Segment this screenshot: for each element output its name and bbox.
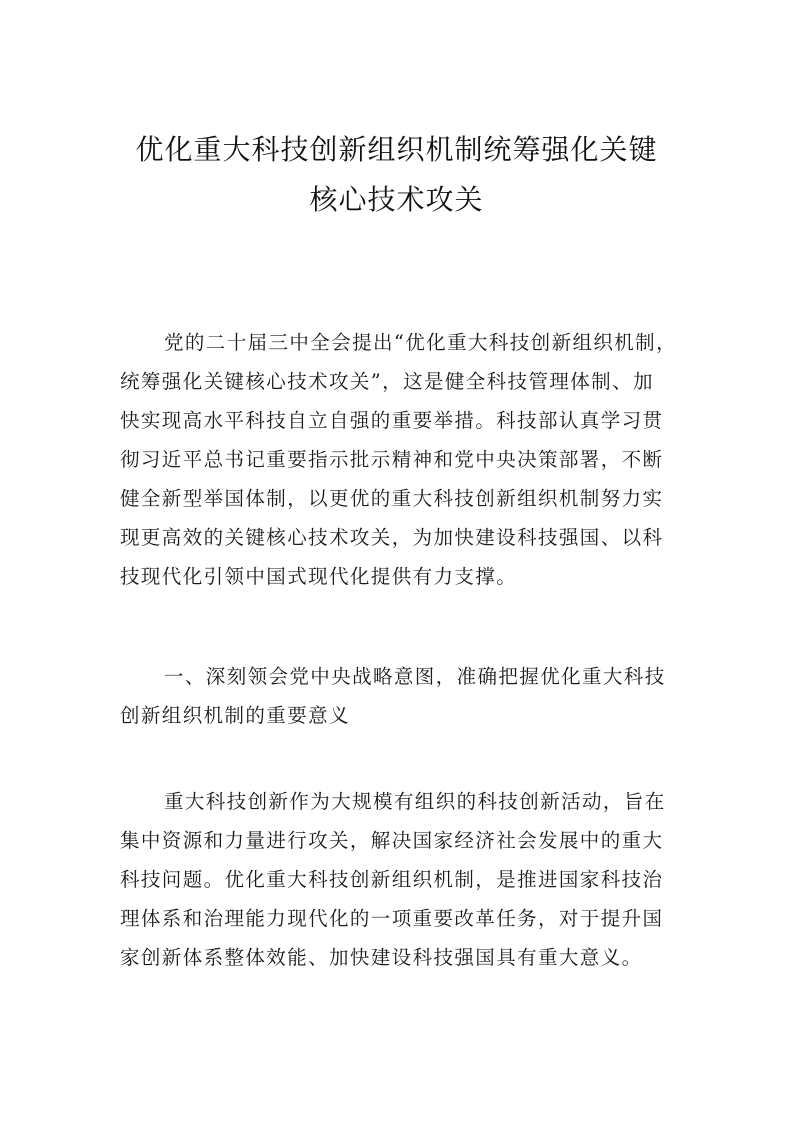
- paragraph-line: 重大科技创新作为大规模有组织的科技创新活动，旨在: [164, 790, 666, 813]
- paragraph-line: 健全新型举国体制，以更优的重大科技创新组织机制努力实: [120, 487, 664, 510]
- paragraph-line: 党的二十届三中全会提出“优化重大科技创新组织机制，: [164, 331, 677, 354]
- section-heading: [120, 657, 680, 735]
- paragraph-line: 技现代化引领中国式现代化提供有力支撑。: [120, 565, 518, 588]
- document-title-line-1: 优化重大科技创新组织机制统筹强化关键: [135, 133, 658, 166]
- document-title-line-2: 核心技术攻关: [309, 183, 484, 216]
- body-paragraph: [120, 782, 680, 977]
- paragraph-line: 统筹强化关键核心技术攻关”，这是健全科技管理体制、加: [120, 370, 654, 393]
- paragraph-line: 理体系和治理能力现代化的一项重要改革任务，对于提升国: [120, 907, 664, 930]
- paragraph-line: 彻习近平总书记重要指示批示精神和党中央决策部署，不断: [120, 448, 664, 471]
- heading-line: 创新组织机制的重要意义: [120, 704, 350, 727]
- paragraph-line: 集中资源和力量进行攻关，解决国家经济社会发展中的重大: [120, 829, 664, 852]
- heading-line: 一、深刻领会党中央战略意图，准确把握优化重大科技: [164, 665, 666, 688]
- paragraph-line: 家创新体系整体效能、加快建设科技强国具有重大意义。: [120, 946, 643, 969]
- paragraph-line: 现更高效的关键核心技术攻关，为加快建设科技强国、以科: [120, 526, 664, 549]
- intro-paragraph: [120, 323, 680, 596]
- paragraph-line: 科技问题。优化重大科技创新组织机制，是推进国家科技治: [120, 868, 664, 891]
- paragraph-line: 快实现高水平科技自立自强的重要举措。科技部认真学习贯: [120, 409, 664, 432]
